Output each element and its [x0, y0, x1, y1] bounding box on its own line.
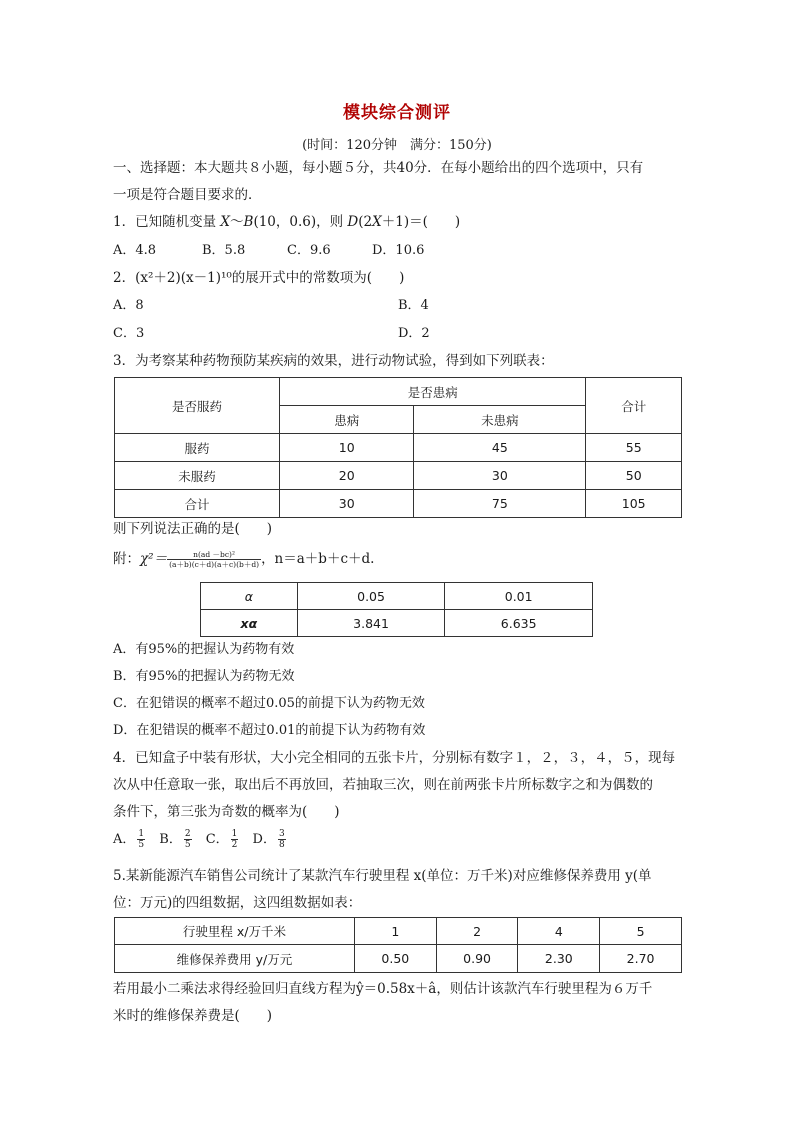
table-cell: 2 [436, 918, 518, 945]
table-header-group: 是否患病 [280, 378, 586, 406]
table-cell: 55 [586, 434, 682, 462]
question-1-option-d: D．10.6 [372, 243, 425, 258]
fraction: $\frac{1}{5}$ [138, 829, 145, 850]
table-cell: 行驶里程 x/万千米 [115, 918, 355, 945]
table-header-sick: 患病 [280, 406, 414, 434]
question-4-line2: 次从中任意取一张，取出后不再放回，若抽取三次，则在前两张卡片所标数字之和为偶数的 [113, 777, 653, 793]
question-2-option-c: C．3 [113, 326, 145, 341]
question-3-stem: 3．为考察某种药物预防某疾病的效果，进行动物试验，得到如下列联表： [113, 353, 554, 369]
table-cell: 合计 [115, 490, 280, 518]
question-1-option-c: C．9.6 [287, 243, 331, 258]
question-3-option-c: C．在犯错误的概率不超过0.05的前提下认为药物无效 [113, 696, 425, 711]
table-row [115, 490, 682, 518]
mileage-cost-table [114, 917, 682, 973]
table-header-total: 合计 [586, 378, 682, 434]
table-cell: 10 [280, 434, 414, 462]
fraction: $\frac{3}{8}$ [278, 829, 285, 850]
table-cell: 30 [280, 490, 414, 518]
table-cell: 3.841 [297, 610, 445, 637]
table-cell: 0.90 [436, 945, 518, 973]
formula-fraction: $\frac{\text{n(ad －bc)²}}{(a+b)(c+d)(a+c)(b+d)}$ [169, 550, 260, 569]
question-2-stem: 2．(x²＋2)(x－1)¹⁰的展开式中的常数项为( ) [113, 270, 405, 286]
table-header-corner: 是否服药 [115, 378, 280, 434]
table-cell: 0.05 [297, 583, 445, 610]
table-cell: 维修保养费用 y/万元 [115, 945, 355, 973]
table-cell: α [201, 583, 298, 610]
contingency-table [114, 377, 682, 518]
question-2-option-d: D．2 [398, 326, 430, 341]
table-cell: 6.635 [445, 610, 593, 637]
question-5-line1: 5.某新能源汽车销售公司统计了某款汽车行驶里程 x(单位：万千米)对应维修保养费用 y(单 [113, 868, 652, 884]
table-cell: xα [201, 610, 298, 637]
question-3-option-d: D．在犯错误的概率不超过0.01的前提下认为药物有效 [113, 723, 426, 738]
table-cell: 0.50 [354, 945, 436, 973]
table-cell: 20 [280, 462, 414, 490]
question-2-option-b: B．4 [398, 298, 429, 313]
chi-square-formula: 附：χ²＝ $\frac{\text{n(ad －bc)²}}{(a+b)(c+d)(a+c)(b+d)}$ ，n＝a＋b＋c＋d. [113, 550, 375, 569]
table-cell: 30 [414, 462, 586, 490]
question-1-option-a: A．4.8 [113, 243, 157, 258]
table-row [115, 462, 682, 490]
table-header-not-sick: 未患病 [414, 406, 586, 434]
table-cell: 0.01 [445, 583, 593, 610]
question-1-stem: 1．已知随机变量 X～B(10，0.6)，则 D(2X＋1)＝( ) [113, 214, 461, 230]
question-2-option-a: A．8 [113, 298, 144, 313]
question-4-options: A． $\frac{1}{5}$ B． $\frac{2}{5}$ C． $\frac{1}{2}$ D． $\frac{3}{8}$ [113, 829, 285, 850]
table-cell: 服药 [115, 434, 280, 462]
critical-value-table [200, 582, 593, 637]
table-cell: 50 [586, 462, 682, 490]
table-cell: 45 [414, 434, 586, 462]
question-5-line2: 位：万元)的四组数据，这四组数据如表： [113, 895, 362, 911]
table-cell: 2.30 [518, 945, 600, 973]
page-title: 模块综合测评 [343, 103, 451, 123]
table-cell: 未服药 [115, 462, 280, 490]
exam-info: (时间：120分钟 满分：150分) [302, 138, 492, 153]
table-row [115, 434, 682, 462]
question-4-line1: 4．已知盒子中装有形状，大小完全相同的五张卡片，分别标有数字１，２，３，４，５，现每 [113, 750, 676, 766]
table-cell: 105 [586, 490, 682, 518]
question-5-line4: 米时的维修保养费是( ) [113, 1008, 273, 1024]
question-4-line3: 条件下，第三张为奇数的概率为( ) [113, 804, 340, 820]
question-3-question: 则下列说法正确的是( ) [113, 521, 273, 537]
table-cell: 5 [600, 918, 682, 945]
question-3-option-b: B．有95%的把握认为药物无效 [113, 669, 295, 684]
fraction: $\frac{2}{5}$ [184, 829, 191, 850]
question-1-option-b: B．5.8 [202, 243, 246, 258]
table-cell: 1 [354, 918, 436, 945]
table-cell: 4 [518, 918, 600, 945]
question-3-option-a: A．有95%的把握认为药物有效 [113, 642, 295, 657]
section-instruction-line1: 一、选择题：本大题共８小题，每小题５分，共40分．在每小题给出的四个选项中，只有 [113, 160, 644, 176]
fraction: $\frac{1}{2}$ [231, 829, 238, 850]
table-cell: 2.70 [600, 945, 682, 973]
table-cell: 75 [414, 490, 586, 518]
question-5-line3: 若用最小二乘法求得经验回归直线方程为ŷ＝0.58x＋â，则估计该款汽车行驶里程为６万千 [113, 981, 653, 997]
section-instruction-line2: 一项是符合题目要求的． [113, 187, 262, 203]
